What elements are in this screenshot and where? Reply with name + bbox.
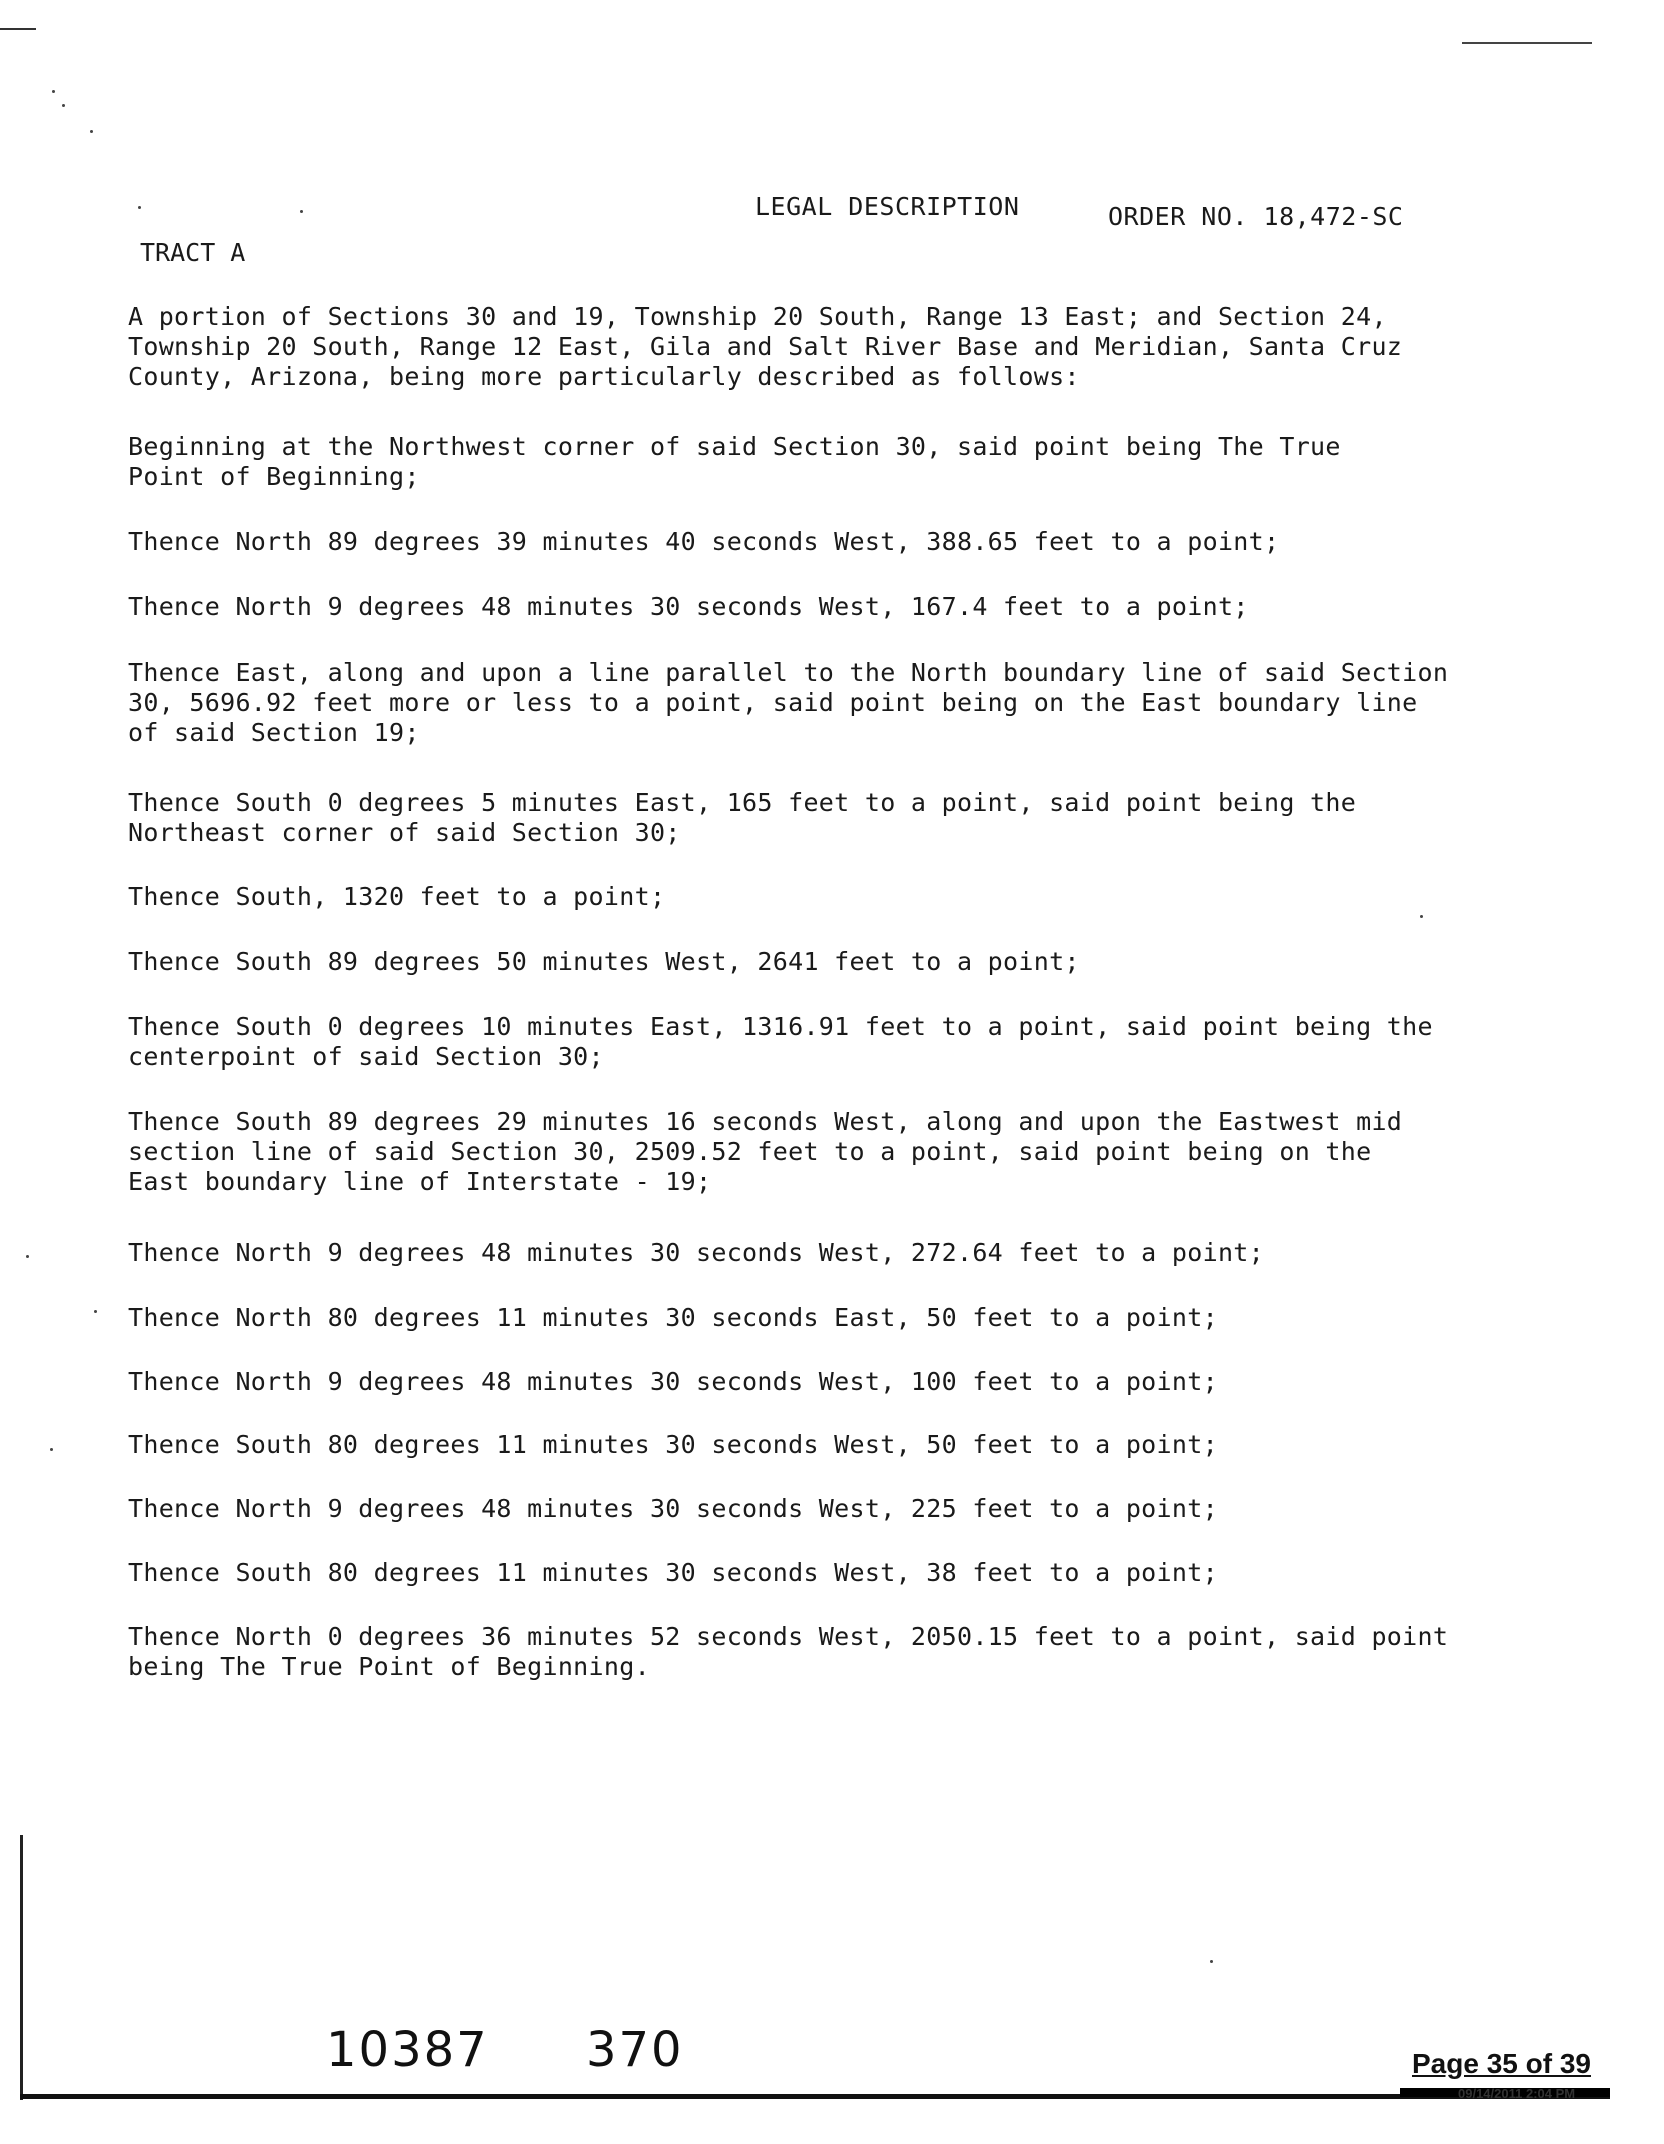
paragraph: Thence North 0 degrees 36 minutes 52 seconds West, 2050.15 feet to a point, said point being The True Point of Beginning. — [128, 1622, 1449, 1681]
paragraph: Thence North 9 degrees 48 minutes 30 seconds West, 167.4 feet to a point; — [128, 592, 1249, 621]
paragraph: Thence North 80 degrees 11 minutes 30 seconds East, 50 feet to a point; — [128, 1303, 1218, 1332]
scan-speck — [1420, 915, 1423, 918]
scan-speck — [300, 210, 303, 213]
paragraph: Beginning at the Northwest corner of said Section 30, said point being The True Point of Beginning; — [128, 432, 1341, 491]
paragraph: Thence South 80 degrees 11 minutes 30 seconds West, 50 feet to a point; — [128, 1430, 1218, 1459]
tract-heading: TRACT A — [140, 238, 246, 267]
paragraph: A portion of Sections 30 and 19, Township 20 South, Range 13 East; and Section 24, Township 20 South, Range 12 East, Gila and Salt River Base and Meridian, Santa Cruz County, Arizona, being more particularly described as follows: — [128, 302, 1403, 391]
page-count: Page 35 of 39 — [1412, 2048, 1591, 2079]
print-timestamp: 09/14/2011 2:04 PM — [1458, 2086, 1576, 2101]
order-number: ORDER NO. 18,472-SC — [1108, 202, 1404, 231]
recording-numbers — [326, 2022, 684, 2078]
paragraph: Thence South 89 degrees 50 minutes West, 2641 feet to a point; — [128, 947, 1080, 976]
paragraph: Thence North 9 degrees 48 minutes 30 seconds West, 225 feet to a point; — [128, 1494, 1218, 1523]
scan-speck — [50, 1448, 53, 1451]
scan-speck — [138, 206, 141, 209]
paragraph: Thence North 9 degrees 48 minutes 30 seconds West, 272.64 feet to a point; — [128, 1238, 1264, 1267]
scan-frame-bottom — [20, 2094, 1610, 2099]
book-number: 10387 — [326, 2022, 489, 2078]
scan-speck — [52, 90, 55, 93]
scan-frame-left — [20, 1835, 23, 2100]
scan-speck — [90, 130, 93, 133]
document-title: LEGAL DESCRIPTION — [755, 192, 1020, 221]
paragraph: Thence East, along and upon a line parallel to the North boundary line of said Section 30, 5696.92 feet more or less to a point, said point being on the East boundary line of said Section 19; — [128, 658, 1449, 747]
paragraph: Thence South 0 degrees 10 minutes East, 1316.91 feet to a point, said point being the centerpoint of said Section 30; — [128, 1012, 1433, 1071]
scan-speck — [26, 1255, 29, 1258]
scan-rule-top-left — [0, 28, 36, 30]
paragraph: Thence South, 1320 feet to a point; — [128, 882, 666, 911]
scan-speck — [94, 1310, 97, 1313]
page-number: 370 — [585, 2022, 684, 2078]
scan-rule-top-right — [1462, 42, 1592, 44]
paragraph: Thence North 89 degrees 39 minutes 40 seconds West, 388.65 feet to a point; — [128, 527, 1280, 556]
paragraph: Thence South 80 degrees 11 minutes 30 seconds West, 38 feet to a point; — [128, 1558, 1218, 1587]
paragraph: Thence South 0 degrees 5 minutes East, 165 feet to a point, said point being the Northeast corner of said Section 30; — [128, 788, 1357, 847]
scan-speck — [1210, 1960, 1213, 1963]
paragraph: Thence North 9 degrees 48 minutes 30 seconds West, 100 feet to a point; — [128, 1367, 1218, 1396]
scan-speck — [62, 104, 65, 107]
paragraph: Thence South 89 degrees 29 minutes 16 seconds West, along and upon the Eastwest mid section line of said Section 30, 2509.52 feet to a point, said point being on the East boundary line of Interstate - 19; — [128, 1107, 1403, 1196]
